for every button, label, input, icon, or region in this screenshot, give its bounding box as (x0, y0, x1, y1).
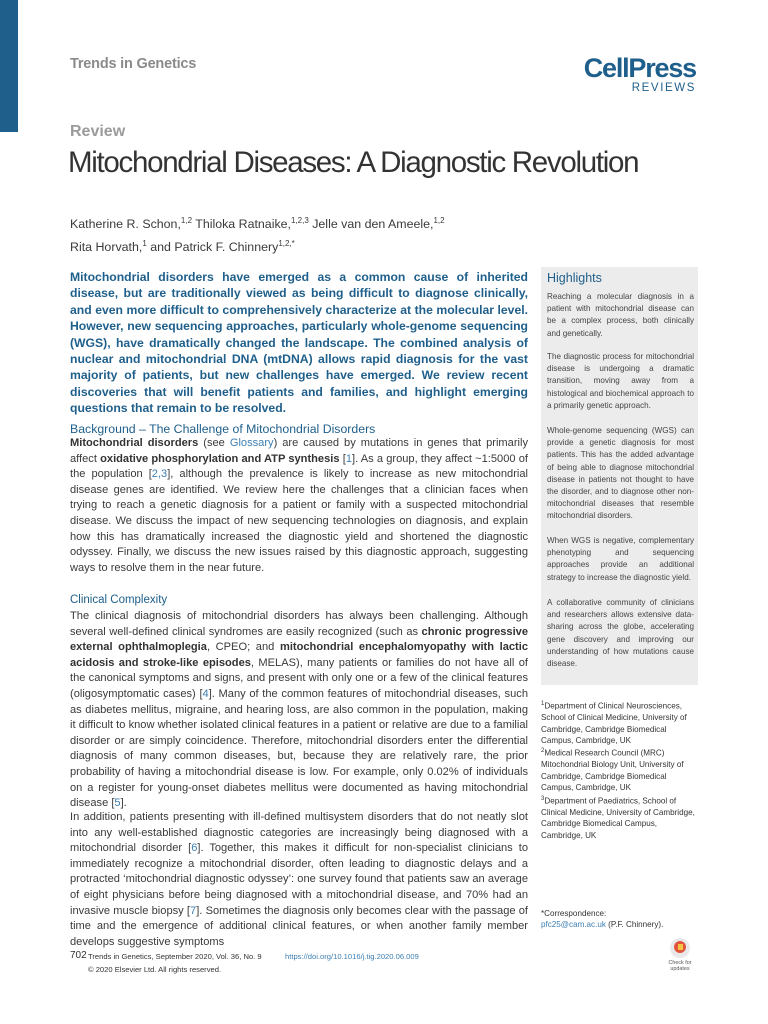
badge-text (664, 960, 696, 972)
glossary-link[interactable]: Glossary (229, 437, 274, 449)
author-affil-sup: 1,2 (180, 216, 193, 225)
clinical-paragraph-2 (70, 810, 528, 950)
glossary-term: chronic progressive external ophthalmoplegia (70, 625, 529, 654)
affiliation-text: Department of Paediatrics, School of Clinical Medicine, University of Cambridge, Cambridge Biomedical Campus, Cambridge, UK (541, 796, 695, 840)
check-for-updates-icon (670, 938, 690, 958)
text-run: ], although the prevalence is likely to increase as new mitochondrial disease genes are identified. We review here the challenges that a clinician faces when trying to reach a genetic diagnosis for a patient or family with a suspected mitochondrial disease. We discuss the impact of new sequencing technologies on diagnosis, and explain how this has dramatically increased the diagnostic yield and shortened the diagnostic odyssey. Finally, we discuss the new issues raised by this diagnostic approach, suggesting ways to resolve them in the near future. (70, 468, 528, 574)
text-run: , MELAS), many patients or families do not have all of the canonical symptoms and signs, and present with only one or a few of the clinical features (oligosymptomatic cases) [ (70, 656, 528, 700)
text-run: ]. (120, 797, 127, 810)
highlights-title: Highlights (547, 271, 602, 285)
check-for-updates-badge[interactable] (664, 938, 696, 980)
affiliation-text: Medical Research Council (MRC) Mitochondrial Biology Unit, University of Cambridge, Cambridge Biomedical Campus, Cambridge, UK (541, 749, 684, 793)
glossary-term: oxidative phosphorylation and ATP synthesis (100, 452, 340, 465)
text-run: ]. Together, this makes it difficult for non-specialist clinicians to immediately recognize a mitochondrial disorder, often leading to diagnostic delays and a protracted ‘mitochondrial diagnostic odyssey’: one survey found that patients saw an average of eight physicians before being diagnosed with a mitochondrial disease, and 70% had an invasive muscle biopsy [ (70, 842, 528, 917)
affiliation-number: 2 (541, 748, 545, 755)
correspondence (541, 908, 701, 931)
clinical-paragraph (70, 609, 528, 812)
text-run: In addition, patients presenting with ill-defined multisystem disorders that do not neatly slot into any well-established diagnostic categories are increasingly being diagnosed with a mitochondrial disorder [ (70, 811, 528, 855)
highlight-item: The diagnostic process for mitochondrial disease is undergoing a dramatic transition, moving away from a histological and biochemical approach to a primarily genetic approach. (547, 352, 694, 410)
author-name: Katherine R. Schon, (70, 217, 181, 232)
affiliation-item (541, 699, 701, 746)
glossary-term: Mitochondrial disorders (70, 437, 199, 449)
article-type-label: Review (70, 123, 126, 140)
author-name: Rita Horvath, (70, 240, 143, 255)
text-run: ]. As a group, they affect ~1:5000 of the population [ (70, 452, 528, 481)
correspondence-label: *Correspondence: (541, 909, 607, 918)
text-run: ]. Sometimes the diagnosis only becomes clear with the passage of time and the emergence of additional clinical features, or when another family member develops suggestive symptoms (70, 904, 528, 948)
citation-link[interactable]: 4 (202, 687, 209, 700)
email-link[interactable]: pfc25@cam.ac.uk (541, 920, 606, 930)
text-run: , CPEO; and (206, 641, 280, 654)
footer-copyright: © 2020 Elsevier Ltd. All rights reserved. (88, 965, 222, 974)
author-affil-sup: 1 (142, 239, 147, 249)
citation-link[interactable]: 7 (190, 904, 197, 917)
citation-link[interactable]: 5 (114, 797, 121, 810)
section-heading-background: Background – The Challenge of Mitochondrial Disorders (70, 422, 376, 436)
correspondence-name: (P.F. Chinnery). (605, 920, 664, 930)
highlight-item: When WGS is negative, complementary phenotyping and sequencing approaches provide an additional strategy to increase the diagnostic yield. (547, 536, 694, 582)
author-affil-sup: 1,2,* (278, 239, 295, 249)
text-run: (see (198, 437, 230, 449)
article-title: Mitochondrial Diseases: A Diagnostic Revolution (68, 146, 639, 179)
badge-line: updates (670, 966, 690, 972)
author-name: and Patrick F. Chinnery (146, 240, 279, 255)
text-run: ) are caused by mutations in genes that primarily affect (70, 437, 529, 465)
affiliation-number: 1 (541, 701, 545, 707)
badge-line: Check for (668, 960, 692, 966)
citation-link[interactable]: 1 (345, 452, 352, 465)
author-list (70, 211, 445, 257)
affiliations (541, 699, 701, 841)
background-paragraph (70, 436, 528, 576)
glossary-term: mitochondrial encephalomyopathy with lactic acidosis and stroke-like episodes (70, 641, 528, 669)
affiliation-text: Department of Clinical Neurosciences, School of Clinical Medicine, University of Cambridge, Cambridge Biomedical Campus, Cambridge, UK (541, 701, 687, 745)
author-affil-sup: 1,2,3 (290, 216, 309, 225)
logo-sub-text: REVIEWS (631, 82, 696, 94)
text-run: ]. Many of the common features of mitochondrial diseases, such as diabetes mellitus, migraine, and hearing loss, are also common in the population, making it difficult to know whether isolated clinical features in a patient or relative are due to a familial disorder or are simply coincidence. Therefore, mitochondrial disorders enter the differential diagnosis of many common diseases, but, because they are relatively rare, the prior probability of having a mitochondrial disease is low. For example, only 0.02% of individuals on a register for young-onset diabetes mellitus were documented as having mitochondrial disease [ (70, 687, 528, 810)
text-run: [ (339, 452, 346, 465)
cellpress-logo[interactable] (584, 55, 696, 95)
citation-link[interactable]: 6 (191, 842, 198, 855)
author-affil-sup: 1,2 (433, 216, 445, 225)
section-heading-clinical: Clinical Complexity (70, 594, 168, 606)
citation-link[interactable]: 2,3 (151, 468, 168, 481)
author-name: Thiloka Ratnaike, (192, 217, 291, 232)
abstract: Mitochondrial disorders have emerged as a common cause of inherited disease, but are traditionally viewed as being difficult to diagnose clinically, and even more difficult to comprehensively characterize at the molecular level. However, new sequencing approaches, particularly whole-genome sequencing (WGS), have dramatically changed the landscape. The combined analysis of nuclear and mitochondrial DNA (mtDNA) allows rapid diagnosis for the vast majority of patients, but new challenges have emerged. We review recent discoveries that will benefit patients and families, and highlight emerging questions that remain to be resolved. (70, 270, 528, 416)
highlight-item: A collaborative community of clinicians and researchers allows extensive data-sharing across the globe, accelerating gene discovery and improving our understanding of how mutations cause disease. (547, 598, 694, 669)
footer-journal-issue: Trends in Genetics, September 2020, Vol. 36, No. 9 (88, 952, 262, 961)
logo-main-text: CellPress (583, 53, 696, 83)
journal-name: Trends in Genetics (70, 56, 197, 72)
affiliation-number: 3 (541, 795, 545, 802)
highlight-item: Whole-genome sequencing (WGS) can provide a genetic diagnosis for most patients. This has the added advantage of being able to diagnose mitochondrial disease in patients not thought to have the disorder, and to diagnose other non-mitochondrial diseases that resemble mitochondrial disorders. (547, 426, 694, 521)
text-run: The clinical diagnosis of mitochondrial disorders has always been challenging. Although several well-defined clinical syndromes are easily recognized (such as (70, 610, 528, 638)
author-name: Jelle van den Ameele, (308, 217, 434, 232)
affiliation-item (541, 794, 701, 841)
affiliation-item (541, 746, 701, 793)
journal-side-bar (0, 0, 18, 132)
page-number: 702 (70, 950, 87, 961)
doi-link[interactable]: https://doi.org/10.1016/j.tig.2020.06.009 (285, 952, 419, 961)
highlight-item: Reaching a molecular diagnosis in a patient with mitochondrial disease can be a complex process, both clinically and genetically. (547, 292, 694, 338)
highlights-box (541, 267, 698, 685)
